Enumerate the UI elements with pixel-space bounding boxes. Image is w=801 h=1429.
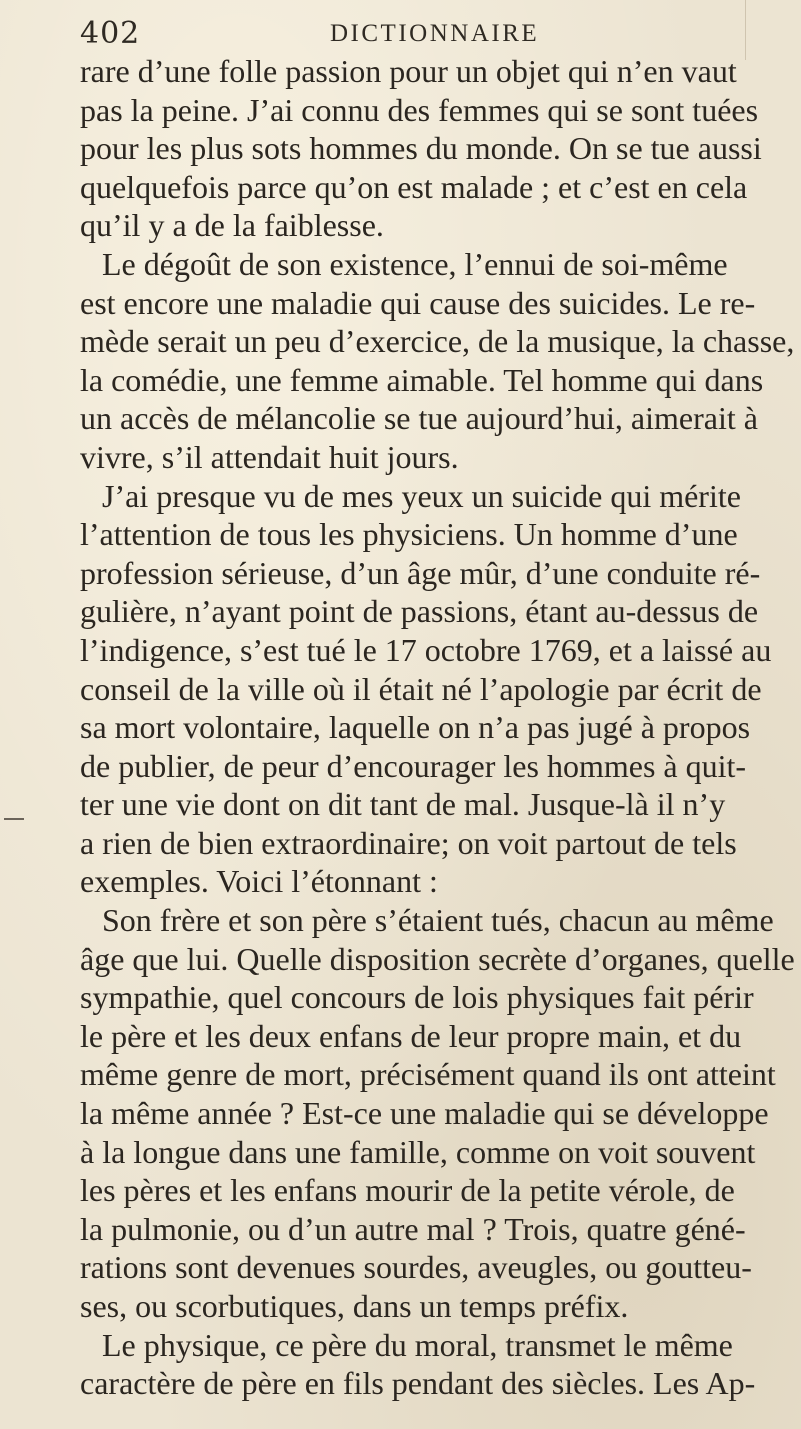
text-line: est encore une maladie qui cause des suicides. Le re- [80,284,756,321]
text-line: les pères et les enfans mourir de la petite vérole, de [80,1172,735,1209]
text-line: la comédie, une femme aimable. Tel homme qui dans [80,361,764,398]
text-line: rare d’une folle passion pour un objet qui n’en vaut [80,53,737,89]
text-line: conseil de la ville où il était né l’apologie par écrit de [80,670,762,707]
text-line: ses, ou scorbutiques, dans un temps préfix. [80,1288,629,1324]
page-header [80,16,780,56]
text-line: a rien de bien extraordinaire; on voit partout de tels [80,824,737,861]
paragraph-start-line: J’ai presque vu de mes yeux un suicide qui mérite [102,477,741,514]
text-line: exemples. Voici l’étonnant : [80,863,438,900]
text-line: quelquefois parce qu’on est malade ; et c’est en cela [80,168,748,205]
text-line: la même année ? Est-ce une maladie qui se développe [80,1095,769,1132]
page-number: 402 [80,16,141,51]
text-line: gulière, n’ayant point de passions, étant au-dessus de [80,593,759,630]
text-line: le père et les deux enfans de leur propre main, et du [80,1017,742,1054]
text-line: à la longue dans une famille, comme on voit souvent [80,1133,756,1170]
text-line: la pulmonie, ou d’un autre mal ? Trois, quatre géné- [80,1210,746,1247]
text-line: sa mort volontaire, laquelle on n’a pas jugé à propos [80,709,751,746]
text-line: l’indigence, s’est tué le 17 octobre 1769, et a laissé au [80,631,772,668]
paragraph-start-line: Son frère et son père s’étaient tués, chacun au même [102,902,774,939]
text-line: pour les plus sots hommes du monde. On se tue aussi [80,130,762,167]
text-line: un accès de mélancolie se tue aujourd’hui, aimerait à [80,400,758,437]
margin-mark [4,818,24,820]
text-line: de publier, de peur d’encourager les hommes à quit- [80,747,747,784]
text-line: sympathie, quel concours de lois physiques fait périr [80,979,754,1016]
text-line: mède serait un peu d’exercice, de la musique, la chasse, [80,323,795,360]
text-line: même genre de mort, précisément quand ils ont atteint [80,1056,776,1093]
text-line: ter une vie dont on dit tant de mal. Jusque-là il n’y [80,786,726,823]
text-line: vivre, s’il attendait huit jours. [80,438,459,475]
text-line: qu’il y a de la faiblesse. [80,207,384,244]
text-line: l’attention de tous les physiciens. Un homme d’une [80,516,738,553]
text-line: profession sérieuse, d’un âge mûr, d’une conduite ré- [80,554,761,591]
paragraph-start-line: Le dégoût de son existence, l’ennui de soi-même [102,245,728,282]
text-line: pas la peine. J’ai connu des femmes qui se sont tuées [80,91,759,128]
text-line: rations sont devenues sourdes, aveugles, ou goutteu- [80,1249,752,1286]
paragraph-start-line: Le physique, ce père du moral, transmet le même [102,1326,733,1363]
running-head: DICTIONNAIRE [330,20,540,47]
text-line: caractère de père en fils pendant des siècles. Les Ap- [80,1365,756,1402]
body-text [80,52,800,1403]
text-line: âge que lui. Quelle disposition secrète d’organes, quelle [80,940,795,977]
